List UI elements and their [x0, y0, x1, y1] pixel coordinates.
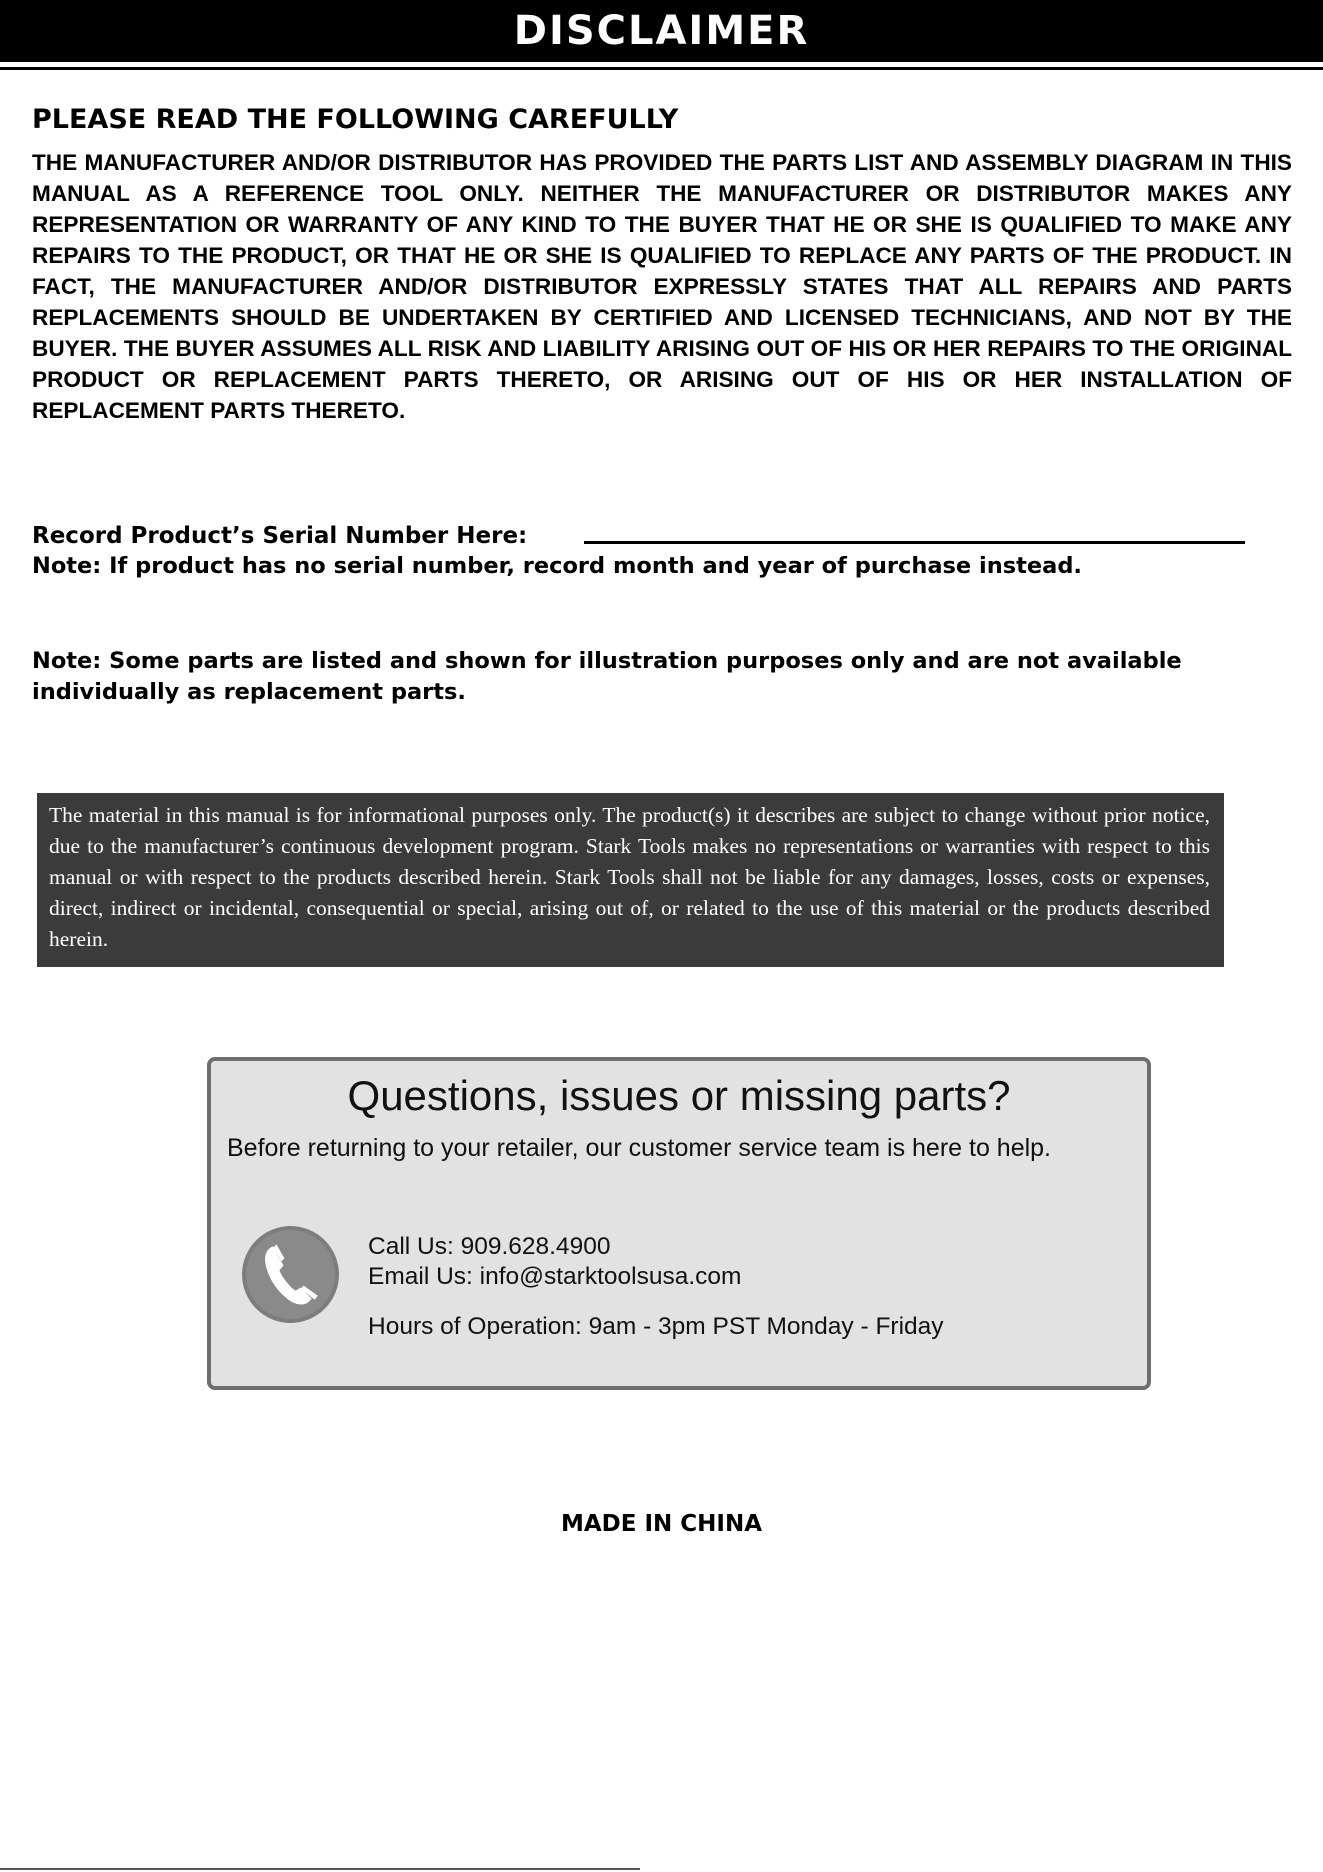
- customer-support-box: [207, 1057, 1151, 1390]
- parts-availability-note: Note: Some parts are listed and shown for illustration purposes only and are not available individually as replacement parts.: [32, 648, 1182, 705]
- support-email[interactable]: Email Us: info@starktoolsusa.com: [368, 1263, 742, 1290]
- support-hours: Hours of Operation: 9am - 3pm PST Monday - Friday: [368, 1313, 944, 1340]
- title-divider: [0, 67, 1323, 70]
- page-title-bar: [0, 0, 1323, 62]
- footer-divider: [0, 1868, 640, 1870]
- serial-number-label: Record Product’s Serial Number Here:: [32, 523, 528, 549]
- phone-icon: [240, 1224, 341, 1325]
- disclaimer-body: THE MANUFACTURER AND/OR DISTRIBUTOR HAS PROVIDED THE PARTS LIST AND ASSEMBLY DIAGRAM IN THIS MANUAL AS A REFERENCE TOOL ONLY. NEITHER THE MANUFACTURER OR DISTRIBUTOR MAKES ANY REPRESENTATION OR WARRANTY OF ANY KIND TO THE BUYER THAT HE OR SHE IS QUALIFIED TO MAKE ANY REPAIRS TO THE PRODUCT, OR THAT HE OR SHE IS QUALIFIED TO REPLACE ANY PARTS OF THE PRODUCT. IN FACT, THE MANUFACTURER AND/OR DISTRIBUTOR EXPRESSLY STATES THAT ALL REPAIRS AND PARTS REPLACEMENTS SHOULD BE UNDERTAKEN BY CERTIFIED AND LICENSED TECHNICIANS, AND NOT BY THE BUYER. THE BUYER ASSUMES ALL RISK AND LIABILITY ARISING OUT OF HIS OR HER REPAIRS TO THE ORIGINAL PRODUCT OR REPLACEMENT PARTS THERETO, OR ARISING OUT OF HIS OR HER INSTALLATION OF REPLACEMENT PARTS THERETO.: [32, 150, 1292, 423]
- serial-number-note: Note: If product has no serial number, record month and year of purchase instead.: [32, 553, 1082, 579]
- support-title: Questions, issues or missing parts?: [347, 1072, 1011, 1119]
- support-phone[interactable]: Call Us: 909.628.4900: [368, 1233, 611, 1260]
- page-title: DISCLAIMER: [513, 8, 810, 54]
- informational-notice-text: The material in this manual is for informational purposes only. The product(s) it describes are subject to change without prior notice, due to the manufacturer’s continuous development program. Stark Tools makes no representations or warranties with respect to this manual or with respect to the products described herein. Stark Tools shall not be liable for any damages, losses, costs or expenses, direct, indirect or incidental, consequential or special, arising out of, or related to the use of this material or the products described herein.: [49, 803, 1210, 951]
- support-subtitle: Before returning to your retailer, our customer service team is here to help.: [227, 1134, 1051, 1162]
- serial-number-blank-line: [584, 541, 1245, 544]
- informational-notice-box: [37, 793, 1224, 967]
- disclaimer-heading: PLEASE READ THE FOLLOWING CAREFULLY: [32, 104, 679, 135]
- made-in-label: MADE IN CHINA: [560, 1511, 763, 1537]
